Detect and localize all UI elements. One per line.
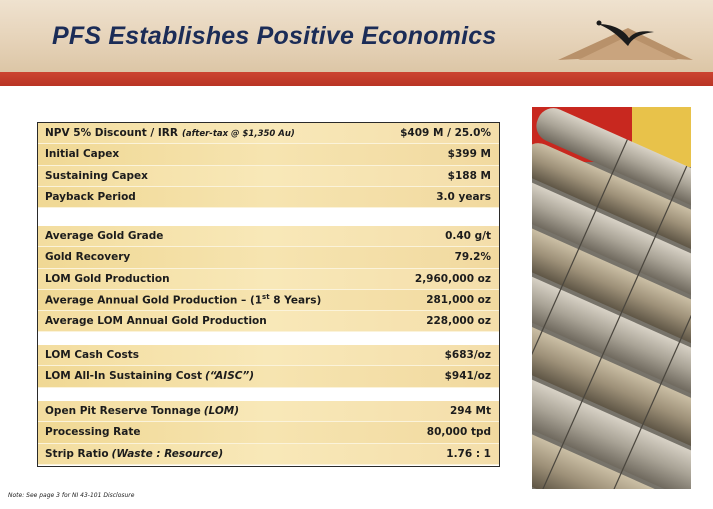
row-value: 281,000 oz xyxy=(426,294,491,307)
row-value: 228,000 oz xyxy=(426,315,491,328)
row-value: $409 M / 25.0% xyxy=(400,127,491,140)
row-label: LOM Gold Production xyxy=(45,272,170,285)
economics-table xyxy=(37,122,500,467)
header-stripe xyxy=(0,72,713,86)
row-label: Strip Ratio (Waste : Resource) xyxy=(45,447,224,460)
table-row xyxy=(38,187,499,208)
drill-core-photo-icon xyxy=(532,107,691,489)
row-label: LOM All-In Sustaining Cost (“AISC”) xyxy=(45,370,255,383)
table-row xyxy=(38,422,499,443)
row-value: 1.76 : 1 xyxy=(446,447,491,460)
table-group-financial xyxy=(38,123,499,208)
table-row xyxy=(38,290,499,311)
row-value: 294 Mt xyxy=(449,405,491,418)
row-label: Initial Capex xyxy=(45,148,120,161)
row-label: Average Gold Grade xyxy=(45,230,164,243)
row-label: Sustaining Capex xyxy=(45,169,148,182)
table-row xyxy=(38,123,499,144)
row-value: 2,960,000 oz xyxy=(414,272,491,285)
page-title: PFS Establishes Positive Economics xyxy=(52,22,497,50)
table-row xyxy=(38,444,499,465)
table-group-mining xyxy=(38,401,499,465)
table-row xyxy=(38,226,499,247)
table-row xyxy=(38,401,499,422)
table-group-production xyxy=(38,226,499,332)
row-value: 79.2% xyxy=(454,251,491,264)
row-label: NPV 5% Discount / IRR (after-tax @ $1,350 Au) xyxy=(45,127,295,140)
row-value: 3.0 years xyxy=(436,191,491,204)
table-row xyxy=(38,366,499,387)
row-value: 0.40 g/t xyxy=(445,230,491,243)
disclosure-footnote: Note: See page 3 for NI 43-101 Disclosure xyxy=(8,492,135,499)
row-label: Open Pit Reserve Tonnage (LOM) xyxy=(45,405,239,418)
row-value: $399 M xyxy=(447,148,491,161)
table-row xyxy=(38,166,499,187)
header-banner xyxy=(0,0,713,72)
table-row xyxy=(38,311,499,332)
soaring-bird-mountain-logo-icon xyxy=(558,8,693,68)
table-row xyxy=(38,144,499,165)
row-label: Average Annual Gold Production – (1st 8 Years) xyxy=(45,293,322,307)
row-value: $941/oz xyxy=(444,370,491,383)
row-value: $683/oz xyxy=(444,349,491,362)
table-row xyxy=(38,345,499,366)
row-label: Payback Period xyxy=(45,191,136,204)
table-row xyxy=(38,269,499,290)
table-row xyxy=(38,247,499,268)
row-label: Processing Rate xyxy=(45,426,141,439)
row-value: 80,000 tpd xyxy=(426,426,491,439)
row-label: LOM Cash Costs xyxy=(45,349,139,362)
row-value: $188 M xyxy=(447,169,491,182)
row-label: Average LOM Annual Gold Production xyxy=(45,315,267,328)
row-label: Gold Recovery xyxy=(45,251,131,264)
table-group-costs xyxy=(38,345,499,388)
